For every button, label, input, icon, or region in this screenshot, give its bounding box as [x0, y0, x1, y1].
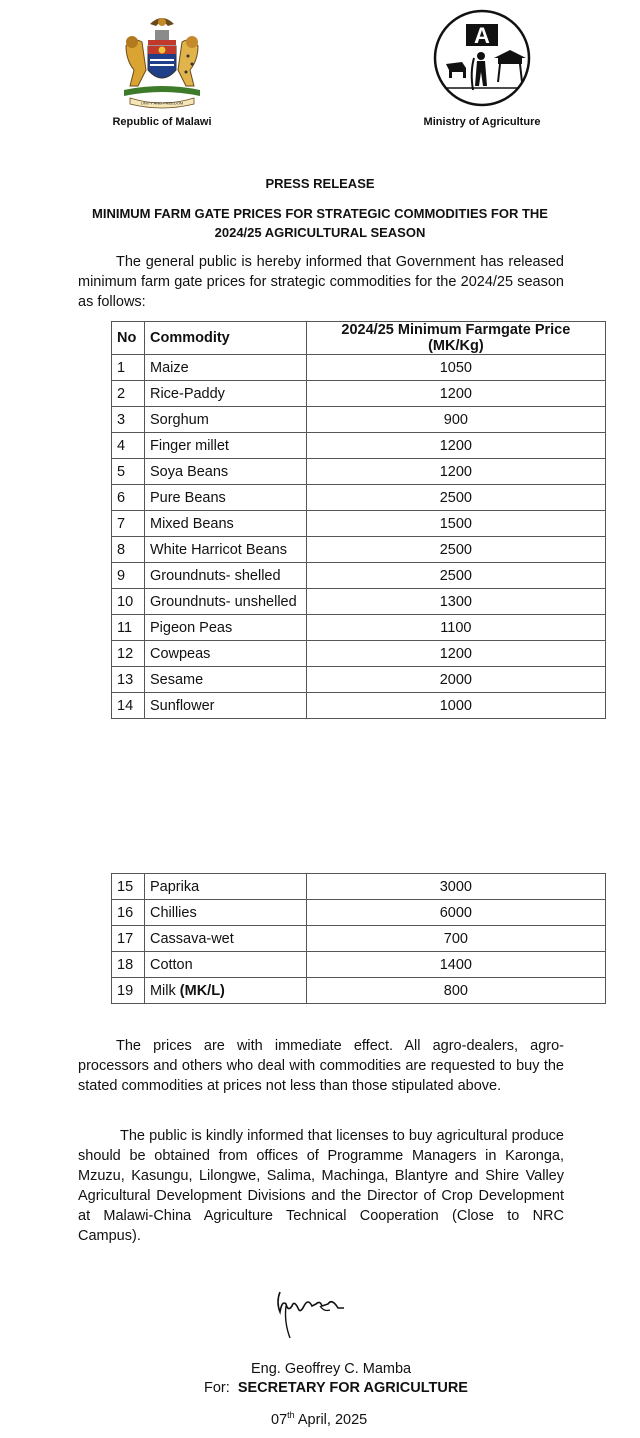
- row-no: 16: [112, 900, 145, 926]
- row-no: 10: [112, 589, 145, 615]
- signature-image: [272, 1282, 352, 1352]
- header-price: 2024/25 Minimum Farmgate Price (MK/Kg): [306, 322, 605, 355]
- row-commodity: Groundnuts- unshelled: [144, 589, 306, 615]
- row-no: 11: [112, 615, 145, 641]
- table-row: [112, 926, 606, 952]
- row-no: 7: [112, 511, 145, 537]
- ministry-logo-letter: A: [474, 23, 490, 48]
- date-rest: April, 2025: [294, 1411, 368, 1428]
- row-no: 19: [112, 978, 145, 1004]
- row-no: 8: [112, 537, 145, 563]
- milk-unit: (MK/L): [179, 982, 225, 999]
- row-no: 3: [112, 407, 145, 433]
- row-price: 700: [306, 926, 605, 952]
- row-price: 900: [306, 407, 605, 433]
- row-commodity: Chillies: [144, 900, 306, 926]
- row-commodity: Rice-Paddy: [144, 381, 306, 407]
- row-price: 2000: [306, 667, 605, 693]
- row-no: 6: [112, 485, 145, 511]
- row-commodity: Sorghum: [144, 407, 306, 433]
- table-row: [112, 900, 606, 926]
- table-row: [112, 459, 606, 485]
- table-row: [112, 407, 606, 433]
- header-commodity: Commodity: [144, 322, 306, 355]
- table-header-row: [112, 322, 606, 355]
- row-no: 18: [112, 952, 145, 978]
- row-price: 1200: [306, 459, 605, 485]
- row-no: 13: [112, 667, 145, 693]
- release-title-line1: MINIMUM FARM GATE PRICES FOR STRATEGIC COMMODITIES FOR THE: [92, 206, 548, 221]
- table-row: [112, 978, 606, 1004]
- table-row: [112, 693, 606, 719]
- table-row: [112, 485, 606, 511]
- row-commodity: Mixed Beans: [144, 511, 306, 537]
- row-commodity: Cotton: [144, 952, 306, 978]
- table-row: [112, 615, 606, 641]
- release-title-line2: 2024/25 AGRICULTURAL SEASON: [214, 225, 426, 240]
- price-table-part2: [111, 873, 606, 1004]
- row-no: 12: [112, 641, 145, 667]
- row-no: 17: [112, 926, 145, 952]
- table-row: [112, 641, 606, 667]
- row-commodity: Maize: [144, 355, 306, 381]
- row-commodity: Sesame: [144, 667, 306, 693]
- row-commodity: Soya Beans: [144, 459, 306, 485]
- row-commodity: Cowpeas: [144, 641, 306, 667]
- row-commodity: Sunflower: [144, 693, 306, 719]
- row-no: 2: [112, 381, 145, 407]
- for-prefix: For:: [204, 1380, 230, 1396]
- table-row: [112, 433, 606, 459]
- right-caption: Ministry of Agriculture: [423, 116, 541, 128]
- table-row: [112, 355, 606, 381]
- row-price: 1200: [306, 433, 605, 459]
- table-row: [112, 667, 606, 693]
- row-price: 1500: [306, 511, 605, 537]
- row-price: 800: [306, 978, 605, 1004]
- release-date: [271, 1410, 367, 1428]
- left-caption: Republic of Malawi: [112, 116, 212, 128]
- date-suffix: th: [287, 1410, 295, 1420]
- row-price: 1400: [306, 952, 605, 978]
- row-commodity: Finger millet: [144, 433, 306, 459]
- row-commodity: Groundnuts- shelled: [144, 563, 306, 589]
- row-price: 1300: [306, 589, 605, 615]
- table-row: [112, 563, 606, 589]
- date-day: 07: [271, 1411, 288, 1428]
- row-commodity: Pigeon Peas: [144, 615, 306, 641]
- row-commodity: Paprika: [144, 874, 306, 900]
- row-no: 4: [112, 433, 145, 459]
- press-release-label: PRESS RELEASE: [265, 176, 375, 191]
- header-no: No: [112, 322, 145, 355]
- row-commodity: Cassava-wet: [144, 926, 306, 952]
- row-no: 1: [112, 355, 145, 381]
- signatory-name: Eng. Geoffrey C. Mamba: [251, 1361, 412, 1377]
- row-no: 15: [112, 874, 145, 900]
- row-price: 2500: [306, 563, 605, 589]
- row-commodity: [144, 978, 306, 1004]
- row-price: 3000: [306, 874, 605, 900]
- motto-text: UNITY AND FREEDOM: [140, 100, 184, 106]
- table-row: [112, 537, 606, 563]
- table-row: [112, 511, 606, 537]
- row-price: 2500: [306, 485, 605, 511]
- row-commodity: White Harricot Beans: [144, 537, 306, 563]
- row-no: 5: [112, 459, 145, 485]
- for-title: SECRETARY FOR AGRICULTURE: [237, 1380, 468, 1396]
- row-price: 2500: [306, 537, 605, 563]
- signatory-for-line: [204, 1380, 468, 1396]
- table-row: [112, 381, 606, 407]
- table-row: [112, 589, 606, 615]
- licenses-paragraph: The public is kindly informed that licenses to buy agricultural produce should be obtained from offices of Programme Managers in Karonga, Mzuzu, Kasungu, Lilongwe, Salima, Machinga, Blantyre and Shire Valley Agricultural Development Divisions and the Director of Crop Development at Malawi-China Agriculture Technical Cooperation (Close to NRC Campus).: [78, 1128, 564, 1244]
- row-price: 1000: [306, 693, 605, 719]
- table-row: [112, 874, 606, 900]
- row-no: 14: [112, 693, 145, 719]
- row-price: 1200: [306, 641, 605, 667]
- row-price: 1200: [306, 381, 605, 407]
- intro-paragraph: The general public is hereby informed that Government has released minimum farm gate prices for strategic commodities for the 2024/25 season as follows:: [78, 254, 564, 310]
- row-no: 9: [112, 563, 145, 589]
- effect-paragraph: The prices are with immediate effect. All agro-dealers, agro-processors and others who deal with commodities are requested to buy the stated commodities at prices not less than those stipulated above.: [78, 1038, 564, 1094]
- row-price: 1100: [306, 615, 605, 641]
- row-commodity: Pure Beans: [144, 485, 306, 511]
- price-table-part1: [111, 321, 606, 719]
- row-price: 6000: [306, 900, 605, 926]
- milk-label: Milk: [149, 982, 176, 999]
- table-row: [112, 952, 606, 978]
- ministry-logo: [432, 6, 532, 110]
- row-price: 1050: [306, 355, 605, 381]
- coat-of-arms: [112, 10, 212, 110]
